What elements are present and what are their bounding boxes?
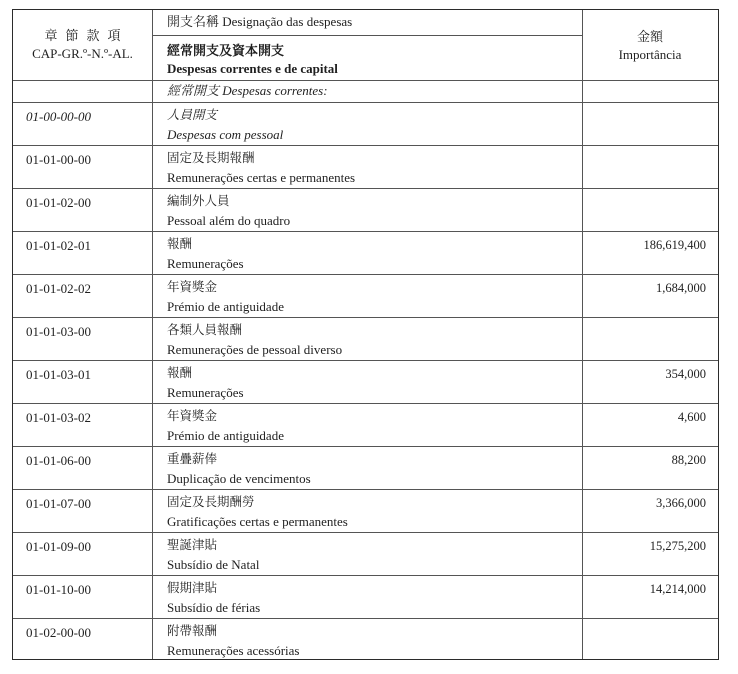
row-description-pt: Remunerações (167, 385, 244, 400)
row-code: 01-01-00-00 (26, 152, 91, 167)
row-code: 01-01-03-02 (26, 410, 91, 425)
table-row (13, 188, 718, 231)
row-description-pt: Remunerações acessórias (167, 643, 300, 658)
header-amount-zh: 金額 (636, 29, 663, 44)
row-amount: 1,684,000 (656, 281, 706, 295)
header-code-cell (13, 10, 152, 80)
row-code: 01-01-10-00 (26, 582, 91, 597)
table-row (13, 489, 718, 532)
row-description-pt: Gratificações certas e permanentes (167, 514, 348, 529)
header-description-zh: 經常開支及資本開支 (167, 43, 285, 58)
table-row (13, 145, 718, 188)
table-row (13, 532, 718, 575)
row-code: 01-01-02-02 (26, 281, 91, 296)
table-row (13, 274, 718, 317)
row-description-zh: 年資獎金 (167, 280, 218, 294)
row-description-pt: Remunerações certas e permanentes (167, 170, 356, 185)
table-row (13, 446, 718, 489)
row-description-zh: 年資獎金 (167, 409, 218, 423)
table-row (13, 618, 718, 661)
header-code-zh: 章節款項 (44, 28, 129, 43)
row-amount: 186,619,400 (643, 238, 706, 252)
table-row (13, 575, 718, 618)
row-description-pt: Prémio de antiguidade (167, 428, 284, 443)
header-amount-pt: Importância (618, 47, 682, 62)
row-code: 01-01-07-00 (26, 496, 91, 511)
row-description-pt: Remunerações (167, 256, 244, 271)
row-amount: 15,275,200 (649, 539, 706, 553)
header-code-pt: CAP-GR.º-N.º-AL. (32, 46, 133, 61)
header-description-title: 開支名稱 Designação das despesas (152, 10, 582, 36)
row-amount: 354,000 (665, 367, 706, 381)
row-code: 01-01-02-01 (26, 238, 91, 253)
row-description-zh: 編制外人員 (167, 194, 230, 208)
row-amount: 14,214,000 (649, 582, 706, 596)
row-description-zh: 固定及長期報酬 (167, 151, 255, 165)
row-description-pt: Prémio de antiguidade (167, 299, 284, 314)
row-amount: 4,600 (677, 410, 706, 424)
row-amount: 3,366,000 (656, 496, 706, 510)
table-row (13, 317, 718, 360)
table-row (13, 360, 718, 403)
row-description-pt: Pessoal além do quadro (167, 213, 291, 228)
row-description-zh: 聖誕津貼 (167, 538, 218, 552)
budget-table (12, 9, 719, 660)
row-code: 01-01-09-00 (26, 539, 91, 554)
row-description-zh: 各類人員報酬 (167, 323, 243, 337)
header-description-pt: Despesas correntes e de capital (167, 61, 338, 76)
row-description-zh: 假期津貼 (167, 581, 218, 595)
table-row (13, 231, 718, 274)
header-amount-cell (582, 10, 718, 80)
row-description-zh: 人員開支 (167, 108, 218, 122)
row-description-zh: 附帶報酬 (167, 624, 218, 638)
row-description-zh: 重疊薪俸 (167, 452, 218, 466)
row-description-pt: Subsídio de férias (167, 600, 261, 615)
row-description-pt: Duplicação de vencimentos (167, 471, 311, 486)
row-code: 01-01-06-00 (26, 453, 91, 468)
row-description-pt: Remunerações de pessoal diverso (167, 342, 343, 357)
row-description-zh: 報酬 (167, 366, 193, 380)
row-description-zh: 報酬 (167, 237, 193, 251)
row-amount: 88,200 (671, 453, 706, 467)
section-label: 經常開支 Despesas correntes: (167, 83, 328, 98)
row-code: 01-02-00-00 (26, 625, 91, 640)
row-description-pt: Despesas com pessoal (167, 127, 284, 142)
table-row (13, 102, 718, 145)
row-code: 01-01-03-01 (26, 367, 91, 382)
row-description-zh: 固定及長期酬勞 (167, 495, 255, 509)
row-code: 01-00-00-00 (26, 109, 91, 124)
row-code: 01-01-03-00 (26, 324, 91, 339)
row-description-pt: Subsídio de Natal (167, 557, 260, 572)
table-row (13, 403, 718, 446)
header-description-subtitle (152, 36, 582, 80)
row-code: 01-01-02-00 (26, 195, 91, 210)
